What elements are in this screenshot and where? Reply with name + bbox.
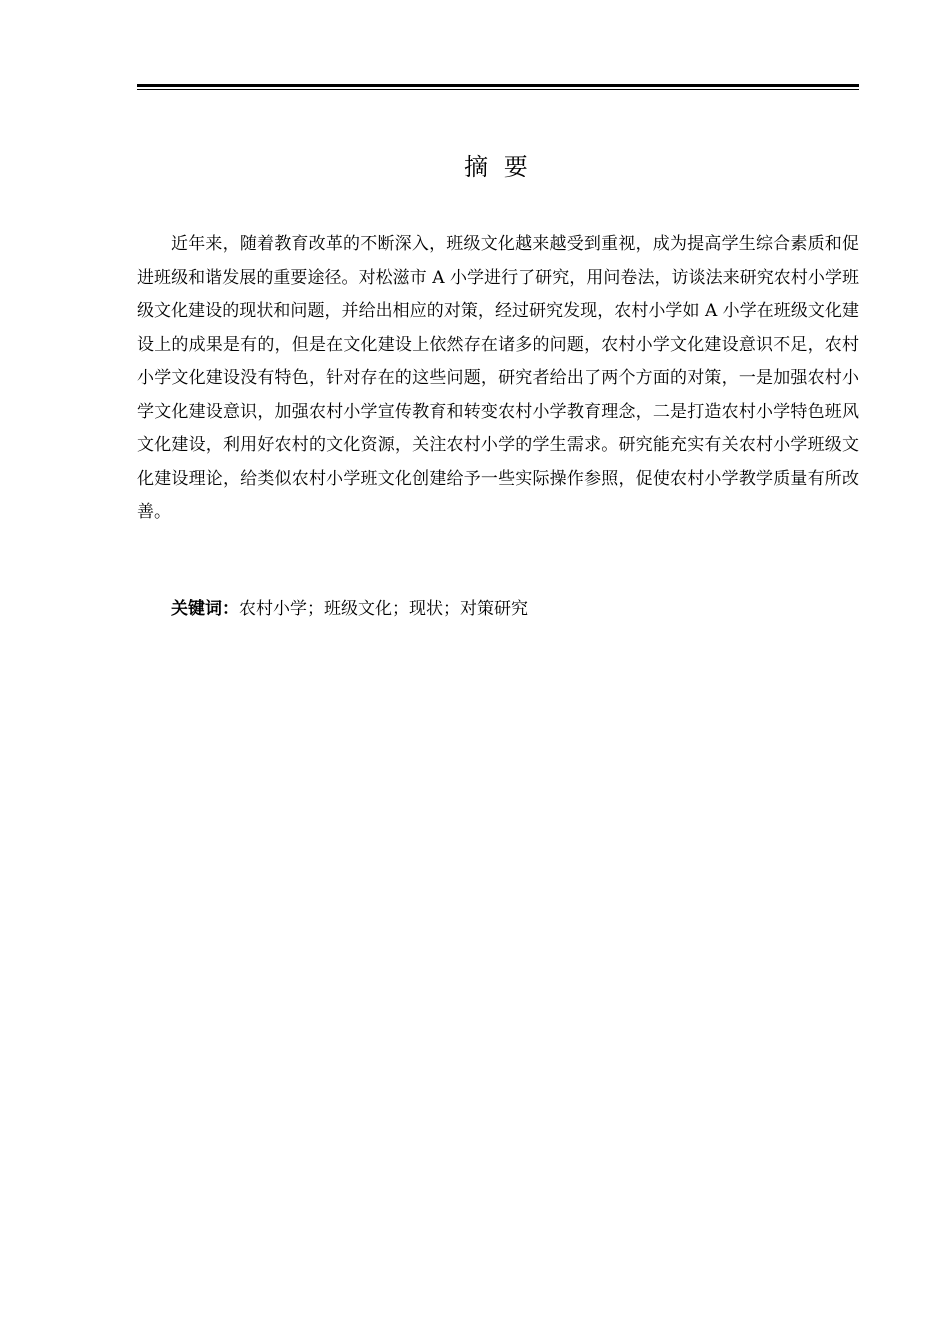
keywords-label: 关键词： bbox=[171, 599, 239, 619]
header-rule-thin bbox=[137, 89, 859, 90]
abstract-body: 近年来，随着教育改革的不断深入，班级文化越来越受到重视，成为提高学生综合素质和促进班级和谐发展的重要途径。对松滋市 A 小学进行了研究，用问卷法，访谈法来研究农村小学班级文化建设的现状和问题，并给出相应的对策，经过研究发现，农村小学如 A 小学在班级文化建设上的成果是有的，但是在文化建设上依然存在诸多的问题，农村小学文化建设意识不足，农村小学文化建设没有特色，针对存在的这些问题，研究者给出了两个方面的对策，一是加强农村小学文化建设意识，加强农村小学宣传教育和转变农村小学教育理念，二是打造农村小学特色班风文化建设，利用好农村的文化资源，关注农村小学的学生需求。研究能充实有关农村小学班级文化建设理论，给类似农村小学班文化创建给予一些实际操作参照，促使农村小学教学质量有所改善。 bbox=[137, 234, 859, 522]
keywords-line bbox=[171, 593, 859, 626]
header-rule-thick bbox=[137, 84, 859, 87]
keywords-value: 农村小学；班级文化；现状；对策研究 bbox=[239, 599, 528, 619]
abstract-title: 摘 要 bbox=[464, 153, 532, 181]
